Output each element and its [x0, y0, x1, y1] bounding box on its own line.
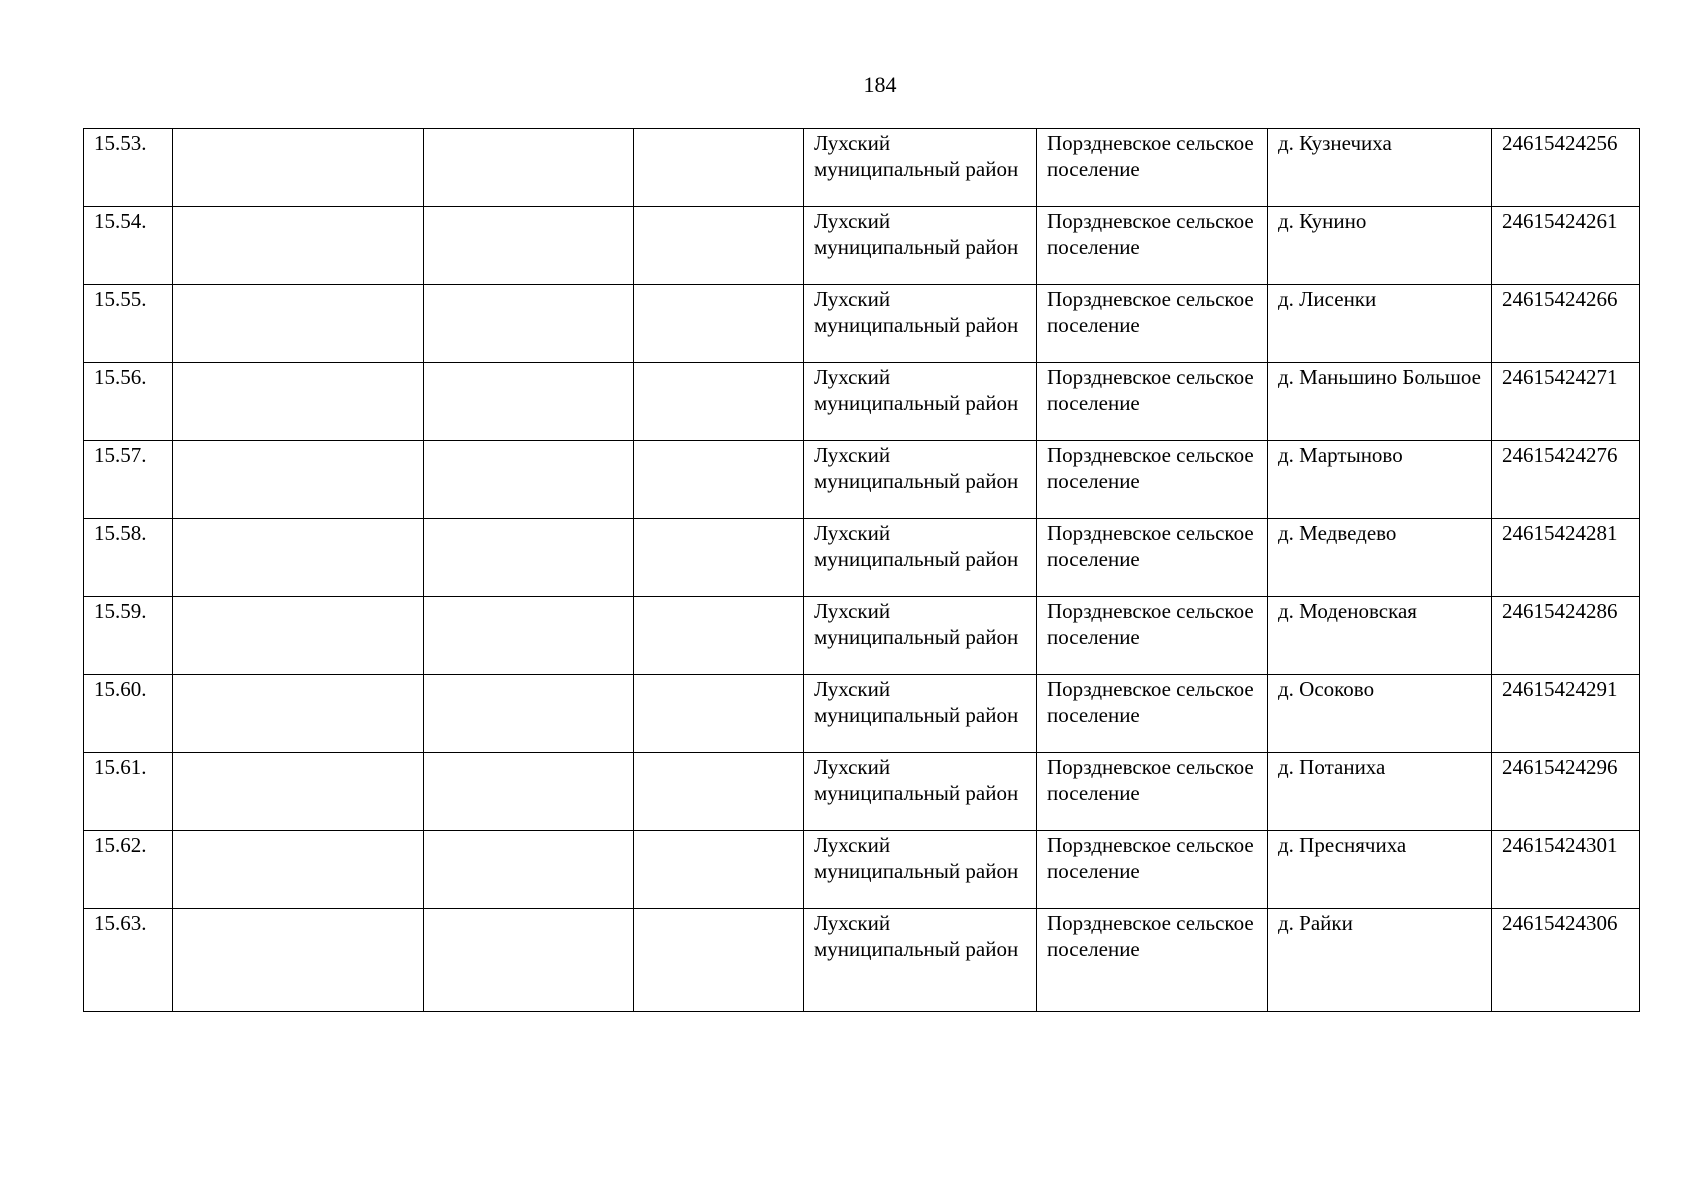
- empty-cell: [634, 207, 804, 285]
- settlement-cell: Порздневское сельское поселение: [1037, 519, 1268, 597]
- district-cell: Лухский муниципальный район: [804, 831, 1037, 909]
- empty-cell: [424, 675, 634, 753]
- district-cell: Лухский муниципальный район: [804, 441, 1037, 519]
- code-cell: 24615424256: [1492, 129, 1640, 207]
- empty-cell: [634, 831, 804, 909]
- empty-cell: [173, 207, 424, 285]
- code-cell: 24615424286: [1492, 597, 1640, 675]
- table-row: [84, 753, 1640, 831]
- locality-cell: д. Мартыново: [1268, 441, 1492, 519]
- district-cell: Лухский муниципальный район: [804, 363, 1037, 441]
- empty-cell: [424, 129, 634, 207]
- settlement-cell: Порздневское сельское поселение: [1037, 129, 1268, 207]
- empty-cell: [424, 363, 634, 441]
- settlement-cell: Порздневское сельское поселение: [1037, 441, 1268, 519]
- table-row: [84, 675, 1640, 753]
- district-cell: Лухский муниципальный район: [804, 675, 1037, 753]
- table-row: [84, 597, 1640, 675]
- code-cell: 24615424281: [1492, 519, 1640, 597]
- row-number-cell: 15.53.: [84, 129, 173, 207]
- locality-cell: д. Кузнечиха: [1268, 129, 1492, 207]
- table-row: [84, 363, 1640, 441]
- row-number-cell: 15.62.: [84, 831, 173, 909]
- empty-cell: [634, 129, 804, 207]
- empty-cell: [173, 363, 424, 441]
- page-number: 184: [863, 72, 897, 97]
- empty-cell: [634, 285, 804, 363]
- locality-cell: д. Осоково: [1268, 675, 1492, 753]
- empty-cell: [424, 207, 634, 285]
- settlement-cell: Порздневское сельское поселение: [1037, 285, 1268, 363]
- code-cell: 24615424271: [1492, 363, 1640, 441]
- district-cell: Лухский муниципальный район: [804, 753, 1037, 831]
- settlement-cell: Порздневское сельское поселение: [1037, 363, 1268, 441]
- empty-cell: [173, 285, 424, 363]
- settlement-cell: Порздневское сельское поселение: [1037, 675, 1268, 753]
- settlement-cell: Порздневское сельское поселение: [1037, 753, 1268, 831]
- code-cell: 24615424291: [1492, 675, 1640, 753]
- district-cell: Лухский муниципальный район: [804, 285, 1037, 363]
- empty-cell: [634, 519, 804, 597]
- district-cell: Лухский муниципальный район: [804, 519, 1037, 597]
- empty-cell: [424, 831, 634, 909]
- locality-cell: д. Моденовская: [1268, 597, 1492, 675]
- row-number-cell: 15.57.: [84, 441, 173, 519]
- district-cell: Лухский муниципальный район: [804, 207, 1037, 285]
- empty-cell: [424, 285, 634, 363]
- registry-table: [83, 128, 1640, 1012]
- empty-cell: [424, 597, 634, 675]
- empty-cell: [173, 129, 424, 207]
- empty-cell: [634, 909, 804, 1012]
- empty-cell: [424, 441, 634, 519]
- locality-cell: д. Медведево: [1268, 519, 1492, 597]
- code-cell: 24615424276: [1492, 441, 1640, 519]
- registry-table-body: [84, 129, 1640, 1012]
- empty-cell: [173, 753, 424, 831]
- district-cell: Лухский муниципальный район: [804, 129, 1037, 207]
- table-row: [84, 207, 1640, 285]
- empty-cell: [424, 753, 634, 831]
- settlement-cell: Порздневское сельское поселение: [1037, 207, 1268, 285]
- table-row: [84, 285, 1640, 363]
- empty-cell: [424, 909, 634, 1012]
- empty-cell: [173, 519, 424, 597]
- empty-cell: [634, 753, 804, 831]
- empty-cell: [634, 441, 804, 519]
- empty-cell: [634, 597, 804, 675]
- row-number-cell: 15.56.: [84, 363, 173, 441]
- row-number-cell: 15.59.: [84, 597, 173, 675]
- row-number-cell: 15.58.: [84, 519, 173, 597]
- settlement-cell: Порздневское сельское поселение: [1037, 909, 1268, 1012]
- table-row: [84, 441, 1640, 519]
- empty-cell: [173, 597, 424, 675]
- code-cell: 24615424306: [1492, 909, 1640, 1012]
- table-row: [84, 519, 1640, 597]
- table-row: [84, 129, 1640, 207]
- empty-cell: [173, 675, 424, 753]
- locality-cell: д. Райки: [1268, 909, 1492, 1012]
- locality-cell: д. Преснячиха: [1268, 831, 1492, 909]
- district-cell: Лухский муниципальный район: [804, 597, 1037, 675]
- locality-cell: д. Лисенки: [1268, 285, 1492, 363]
- row-number-cell: 15.63.: [84, 909, 173, 1012]
- settlement-cell: Порздневское сельское поселение: [1037, 831, 1268, 909]
- empty-cell: [634, 363, 804, 441]
- settlement-cell: Порздневское сельское поселение: [1037, 597, 1268, 675]
- locality-cell: д. Маньшино Большое: [1268, 363, 1492, 441]
- district-cell: Лухский муниципальный район: [804, 909, 1037, 1012]
- empty-cell: [634, 675, 804, 753]
- row-number-cell: 15.60.: [84, 675, 173, 753]
- locality-cell: д. Кунино: [1268, 207, 1492, 285]
- code-cell: 24615424296: [1492, 753, 1640, 831]
- code-cell: 24615424261: [1492, 207, 1640, 285]
- row-number-cell: 15.55.: [84, 285, 173, 363]
- row-number-cell: 15.54.: [84, 207, 173, 285]
- empty-cell: [173, 441, 424, 519]
- empty-cell: [173, 831, 424, 909]
- table-row: [84, 909, 1640, 1012]
- table-row: [84, 831, 1640, 909]
- code-cell: 24615424266: [1492, 285, 1640, 363]
- locality-cell: д. Потаниха: [1268, 753, 1492, 831]
- empty-cell: [173, 909, 424, 1012]
- code-cell: 24615424301: [1492, 831, 1640, 909]
- row-number-cell: 15.61.: [84, 753, 173, 831]
- empty-cell: [424, 519, 634, 597]
